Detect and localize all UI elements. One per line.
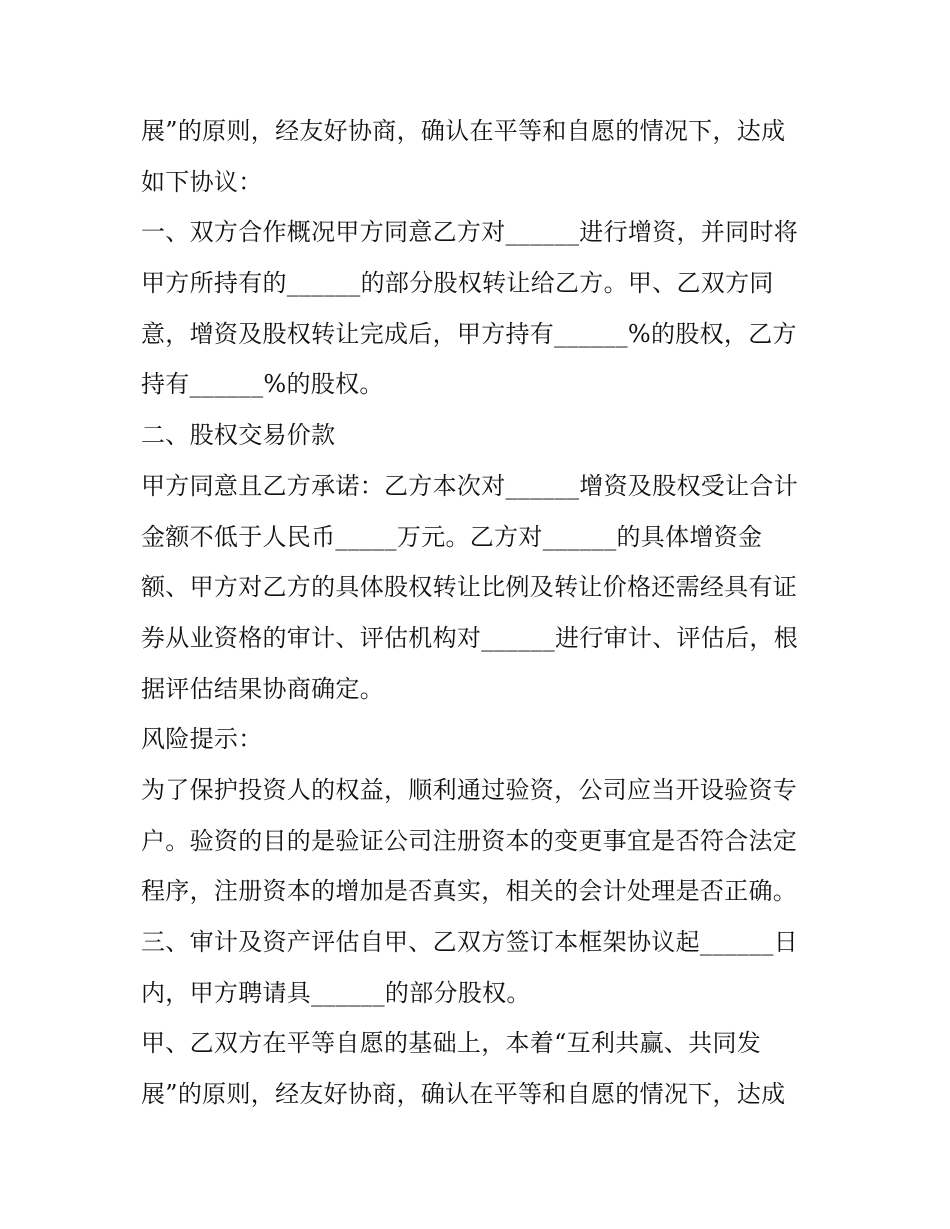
text-line: 券从业资格的审计、评估机构对______进行审计、评估后，根 bbox=[141, 623, 798, 652]
text-line: 甲方同意且乙方承诺：乙方本次对______增资及股权受让合计 bbox=[141, 471, 798, 500]
document-page bbox=[141, 106, 831, 1120]
text-line: 展”的原则，经友好协商，确认在平等和自愿的情况下，达成 bbox=[141, 117, 786, 145]
section-2-heading: 二、股权交易价款 bbox=[141, 421, 336, 450]
section-3-line: 三、审计及资产评估自甲、乙双方签订本框架协议起______日 bbox=[141, 928, 798, 956]
text-line: 意，增资及股权转让完成后，甲方持有______%的股权，乙方 bbox=[141, 319, 797, 348]
text-line: 为了保护投资人的权益，顺利通过验资，公司应当开设验资专 bbox=[141, 775, 798, 804]
risk-notice-heading: 风险提示： bbox=[141, 725, 263, 754]
text-line: 甲方所持有的______的部分股权转让给乙方。甲、乙双方同 bbox=[141, 269, 774, 298]
text-line: 甲、乙双方在平等自愿的基础上，本着“互利共赢、共同发 bbox=[141, 1029, 762, 1058]
text-line: 户。验资的目的是验证公司注册资本的变更事宜是否符合法定 bbox=[141, 826, 798, 855]
text-line: 展”的原则，经友好协商，确认在平等和自愿的情况下，达成 bbox=[141, 1080, 786, 1109]
section-1-line: 一、双方合作概况甲方同意乙方对______进行增资，并同时将 bbox=[141, 218, 798, 247]
text-line: 额、甲方对乙方的具体股权转让比例及转让价格还需经具有证 bbox=[141, 573, 798, 602]
text-line: 内，甲方聘请具______的部分股权。 bbox=[141, 978, 531, 1007]
text-line: 如下协议： bbox=[141, 167, 263, 196]
text-line: 持有______%的股权。 bbox=[141, 370, 384, 399]
text-line: 金额不低于人民币_____万元。乙方对______的具体增资金 bbox=[141, 522, 763, 551]
text-line: 程序，注册资本的增加是否真实，相关的会计处理是否正确。 bbox=[141, 877, 798, 906]
text-line: 据评估结果协商确定。 bbox=[141, 674, 384, 703]
